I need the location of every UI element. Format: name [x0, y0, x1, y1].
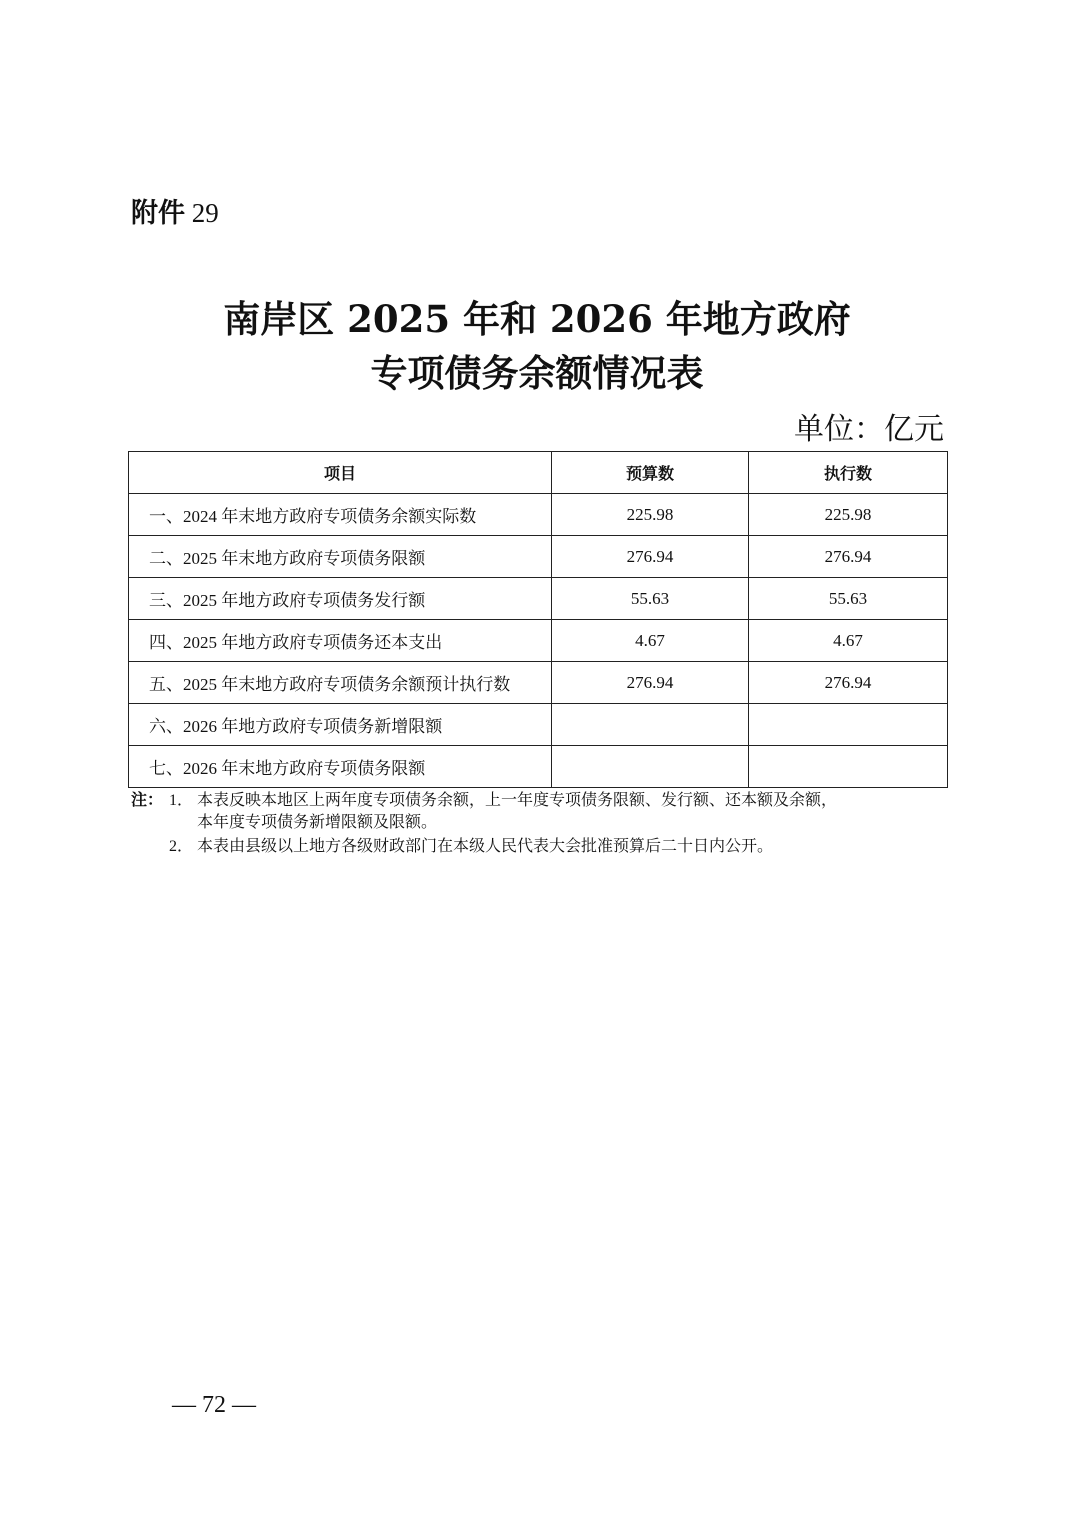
row-budget: 4.67 — [552, 620, 749, 662]
row-item: 一、2024 年末地方政府专项债务余额实际数 — [129, 494, 552, 536]
table-row — [129, 746, 948, 788]
page-number: — 72 — — [172, 1392, 256, 1418]
note-1 — [131, 789, 951, 812]
row-actual: 225.98 — [749, 494, 948, 536]
table-row — [129, 494, 948, 536]
row-item: 二、2025 年末地方政府专项债务限额 — [129, 536, 552, 578]
row-actual: 4.67 — [749, 620, 948, 662]
note-2 — [131, 836, 951, 858]
row-item: 七、2026 年末地方政府专项债务限额 — [129, 746, 552, 788]
row-item: 五、2025 年末地方政府专项债务余额预计执行数 — [129, 662, 552, 704]
row-item: 六、2026 年地方政府专项债务新增限额 — [129, 704, 552, 746]
row-actual: 276.94 — [749, 662, 948, 704]
row-actual — [749, 704, 948, 746]
row-budget — [552, 746, 749, 788]
note-1-continuation: 本年度专项债务新增限额及限额。 — [197, 814, 438, 831]
attachment-text: 附件 — [131, 198, 185, 229]
debt-balance-table — [128, 451, 948, 788]
table-row — [129, 662, 948, 704]
row-actual: 55.63 — [749, 578, 948, 620]
note-1-text: 本表反映本地区上两年度专项债务余额，上一年度专项债务限额、发行额、还本额及余额， — [197, 792, 838, 809]
row-item: 三、2025 年地方政府专项债务发行额 — [129, 578, 552, 620]
header-item: 项目 — [129, 452, 552, 494]
row-budget — [552, 704, 749, 746]
table-header-row — [129, 452, 948, 494]
header-actual: 执行数 — [749, 452, 948, 494]
row-budget: 276.94 — [552, 662, 749, 704]
table-row — [129, 536, 948, 578]
attachment-label — [131, 195, 219, 232]
table-row — [129, 578, 948, 620]
row-budget: 55.63 — [552, 578, 749, 620]
row-item: 四、2025 年地方政府专项债务还本支出 — [129, 620, 552, 662]
note-2-number: 2． — [169, 838, 194, 855]
unit-label: 单位：亿元 — [794, 412, 944, 447]
note-2-text: 本表由县级以上地方各级财政部门在本级人民代表大会批准预算后二十日内公开。 — [197, 838, 774, 855]
notes-prefix: 注： — [131, 790, 164, 809]
row-actual — [749, 746, 948, 788]
row-budget: 225.98 — [552, 494, 749, 536]
header-budget: 预算数 — [552, 452, 749, 494]
row-budget: 276.94 — [552, 536, 749, 578]
table-notes — [131, 789, 951, 858]
page-title-line1: 南岸区 2025 年和 2026 年地方政府 — [223, 297, 851, 341]
table-row — [129, 620, 948, 662]
row-actual: 276.94 — [749, 536, 948, 578]
table-row — [129, 704, 948, 746]
attachment-number: 29 — [191, 198, 219, 228]
page-title-line2: 专项债务余额情况表 — [370, 351, 704, 395]
note-1-number: 1． — [169, 792, 194, 809]
